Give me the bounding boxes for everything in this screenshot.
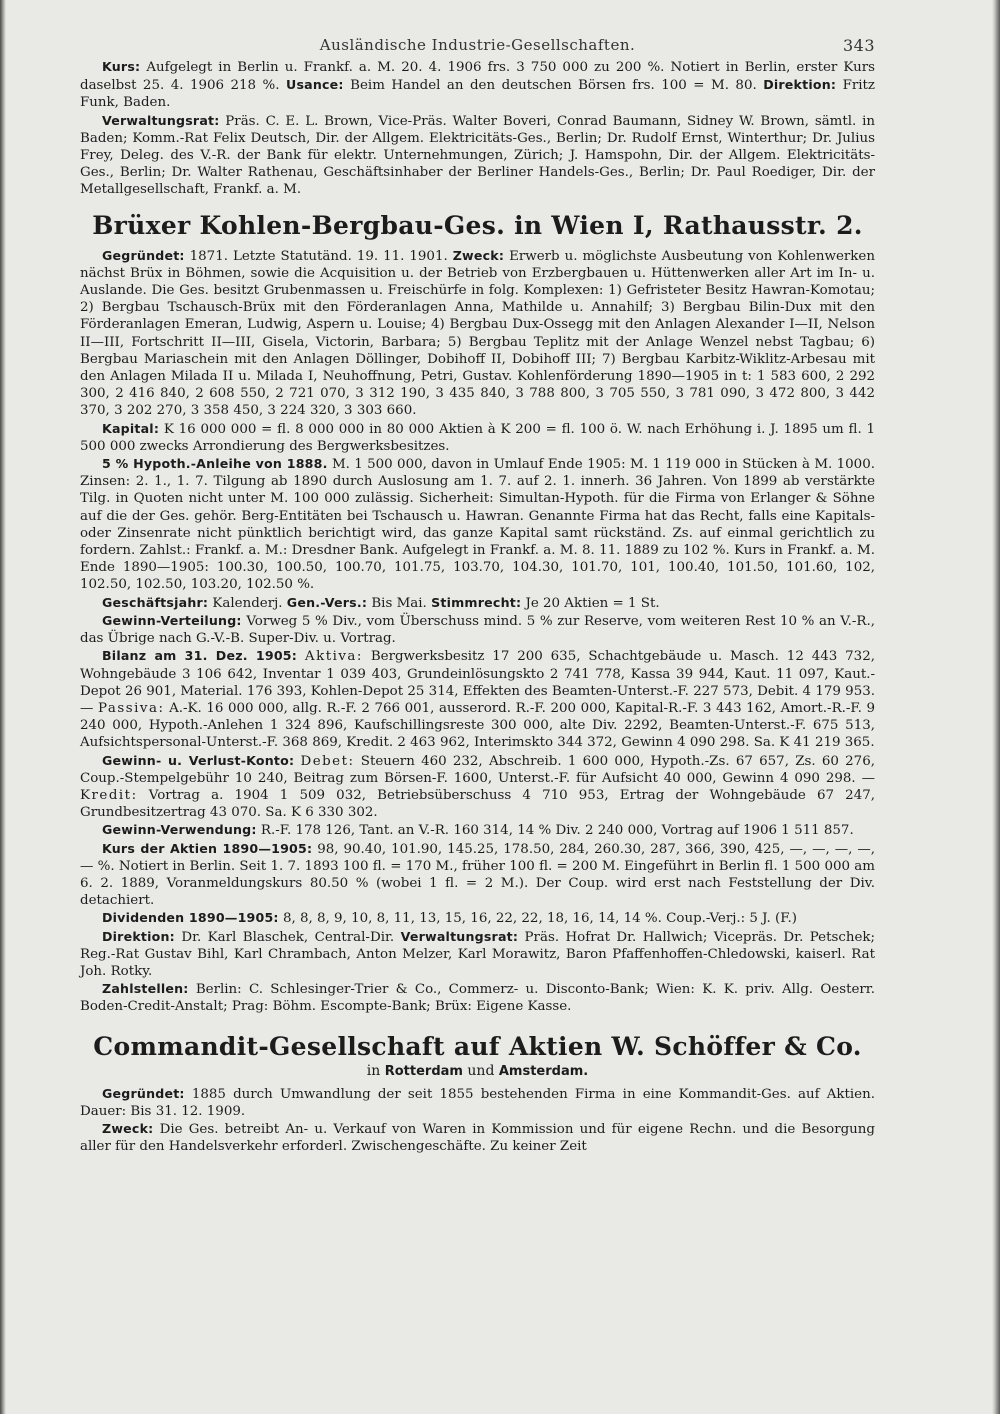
bilanz-aktiva-word: Aktiva: — [304, 649, 363, 665]
stimmrecht-label: Stimmrecht: — [431, 594, 522, 610]
intro-kurs-paragraph — [80, 58, 875, 112]
page-number: 343 — [842, 36, 875, 55]
company1-dividenden-paragraph — [80, 909, 875, 927]
anleihe-label: 5 % Hypoth.-Anleihe von 1888. — [102, 456, 328, 472]
scan-edge-left — [0, 0, 6, 1414]
kurs-label: Kurs: — [102, 59, 141, 74]
bilanz-aktiva-text: Bergwerksbesitz 17 200 635, Schachtgebäude u. Masch. 12 443 732, Wohngebäude 3 106 642, Inventar 1 039 403, Grundeinlösungskto 2 741 778, Kassa 39 944, Kaut. 11 097, Kaut.-Depot 26 901, Material. 176 393, Kohlen-Depot 25 314, Effekten des Beamten-Unterst.-F. 227 573, Debit. 4 179 953. — [80, 649, 875, 699]
intro-verwaltungsrat-label: Verwaltungsrat: — [102, 112, 220, 128]
company1-direktion-paragraph — [80, 928, 875, 981]
company1-guv-paragraph — [80, 752, 875, 822]
company1-gewinnverwendung-paragraph — [80, 821, 875, 839]
company2-subtitle — [80, 1062, 875, 1081]
gewinnverwendung-text: R.-F. 178 126, Tant. an V.-R. 160 314, 14 % Div. 2 240 000, Vortrag auf 1906 1 511 857. — [260, 823, 854, 839]
gewinnverteilung-label: Gewinn-Verteilung: — [102, 612, 242, 628]
subtitle-city1: Rotterdam — [384, 1063, 463, 1079]
direktion-label: Direktion: — [102, 928, 175, 944]
verwaltungsrat-text: Präs. Hofrat Dr. Hallwich; Vicepräs. Dr. Petschek; Reg.-Rat Gustav Bihl, Karl Chrambach, Anton Melzer, Karl Morawitz, Baron Pfaffenhoffen-Chledowski, kaiserl. Rat Joh. Rotky. — [80, 929, 876, 979]
bilanz-passiva-word: Passiva: — [97, 700, 165, 716]
gegruendet-label: Gegründet: — [102, 247, 185, 263]
zweck-label: Zweck: — [452, 247, 505, 263]
company2-gegruendet-label: Gegründet: — [102, 1085, 185, 1101]
geschaeftsjahr-text: Kalenderj. — [212, 595, 283, 611]
company1-anleihe-paragraph — [80, 455, 875, 594]
zahlstellen-label: Zahlstellen: — [102, 981, 189, 997]
kapital-label: Kapital: — [102, 420, 160, 436]
genvers-text: Bis Mai. — [371, 595, 427, 611]
running-head — [80, 36, 875, 58]
company1-bilanz-paragraph: Bilanz am 31. Dez. 1905: Aktiva: Bergwerksbesitz 17 200 635, Schachtgebäude u. Masch. 12 443 732, Wohngebäude 3 106 642, Inventar 1 039 403, Grundeinlösungskto 2 741 778, Kassa 39 944, Kaut. 11 097, Kaut.-Depot 26 901, Material. 176 393, Kohlen-Depot 25 314, Effekten des Beamten-Unterst.-F. 227 573, Debit. 4 179 953. — Passiva: A.-K. 16 000 000, allg. R.-F. 2 766 001, ausserord. R.-F. 200 000, Kapital-R.-F. 3 443 162, Amort.-R.-F. 9 240 000, Hypoth.-Anlehen 1 324 896, Kaufschillingsreste 300 000, alte Div. 2292, Beamten-Unterst.-F. 675 513, Aufsichtspersonal-Unterst.-F. 368 869, Kredit. 2 463 962, Interimskto 344 372, Gewinn 4 090 298. Sa. K 41 219 365. — [80, 648, 875, 751]
verwaltungsrat-label: Verwaltungsrat: — [400, 928, 519, 944]
usance-label: Usance: — [286, 77, 344, 93]
running-title: Ausländische Industrie-Gesellschaften. — [319, 36, 636, 54]
gegruendet-text: 1871. Letzte Statutänd. 19. 11. 1901. — [189, 248, 448, 264]
dividenden-text: 8, 8, 8, 9, 10, 8, 11, 13, 15, 16, 22, 22, 18, 16, 14, 14 %. Coup.-Verj.: 5 J. (F.) — [282, 911, 797, 927]
page-content — [80, 36, 875, 1155]
bilanz-label: Bilanz am 31. Dez. 1905: — [102, 648, 298, 664]
guv-debet-text: Steuern 460 232, Abschreib. 1 600 000, Hypoth.-Zs. 67 657, Zs. 60 276, Coup.-Stempelgebühr 10 240, Beitrag zum Börsen-F. 1600, Unterst.-F. für Aufsicht 40 000, Gewinn 4 090 298. — — [80, 753, 875, 786]
company2-title: Commandit-Gesellschaft auf Aktien W. Schöffer & Co. — [93, 1031, 862, 1061]
dividenden-label: Dividenden 1890—1905: — [102, 910, 279, 926]
intro-direktion-label: Direktion: — [763, 77, 837, 93]
company2-zweck-label: Zweck: — [102, 1120, 154, 1136]
subtitle-city2: Amsterdam. — [498, 1063, 589, 1079]
company2-gegruendet-paragraph — [80, 1085, 875, 1120]
scan-edge-right — [992, 0, 1000, 1414]
direktion-text: Dr. Karl Blaschek, Central-Dir. — [181, 929, 395, 945]
guv-debet-word: Debet: — [300, 753, 355, 769]
gewinnverteilung-text: Vorweg 5 % Div., vom Überschuss mind. 5 % zur Reserve, vom weiteren Rest 10 % an V.-R., das Übrige nach G.-V.-B. Super-Div. u. Vortrag. — [80, 613, 875, 647]
company1-gegruendet-paragraph — [80, 247, 875, 420]
kapital-text: K 16 000 000 = fl. 8 000 000 in 80 000 Aktien à K 200 = fl. 100 ö. W. nach Erhöhung i. J. 1895 um fl. 1 500 000 zwecks Arrondierung des Bergwerksbesitzes. — [80, 421, 875, 454]
company1-kurse-paragraph — [80, 840, 875, 910]
guv-kredit-word: Kredit: — [80, 787, 138, 803]
subtitle-und: und — [467, 1062, 495, 1079]
company1-title: Brüxer Kohlen-Bergbau-Ges. in Wien I, Rathausstr. 2. — [92, 210, 863, 240]
guv-kredit-text: Vortrag a. 1904 1 509 032, Betriebsüberschuss 4 710 953, Ertrag der Wohngebäude 67 247, Grundbesitzertrag 43 070. Sa. K 6 330 302. — [80, 787, 875, 821]
company2-zweck-text: Die Ges. betreibt An- u. Verkauf von Waren in Kommission und für eigene Rechn. und die Besorgung aller für den Handelsverkehr erforderl. Zwischengeschäfte. Zu keiner Zeit — [80, 1121, 875, 1155]
kurse-text: 98, 90.40, 101.90, 145.25, 178.50, 284, 260.30, 287, 366, 390, 425, —, —, —, —, — %. Notiert in Berlin. Seit 1. 7. 1893 100 fl. = 170 M., früher 100 fl. = 200 M. Eingeführt in Berlin fl. 1 500 000 am 6. 2. 1889, Voranmeldungskurs 80.50 % (wobei 1 fl. = 2 M.). Der Coup. wird erst nach Feststellung der Div. detachiert. — [80, 841, 875, 909]
intro-verwaltungsrat-paragraph — [80, 112, 875, 199]
gewinnverwendung-label: Gewinn-Verwendung: — [102, 822, 257, 838]
company2-zweck-paragraph — [80, 1120, 875, 1155]
zweck-text: Erwerb u. möglichste Ausbeutung von Kohlenwerken nächst Brüx in Böhmen, sowie die Acquisition u. der Betrieb von Erzbergbauen u. Hüttenwerken aller Art im In- u. Auslande. Die Ges. besitzt Grubenmassen u. Freischürfe in folg. Komplexen: 1) Gefristeter Besitz Hawran-Komotau; 2) Bergbau Tschausch-Brüx mit den Förderanlagen Anna, Mathilde u. Annahilf; 3) Bergbau Bilin-Dux mit den Förderanlagen Emeran, Ludwig, Aspern u. Louise; 4) Bergbau Dux-Ossegg mit den Anlagen Alexander I—II, Nelson II—III, Fortschritt II—III, Gisela, Victorin, Barbara; 5) Bergbau Teplitz mit der Anlage Wenzel nebst Tagbau; 6) Bergbau Mariaschein mit den Anlagen Döllinger, Dobihoff II, Dobihoff III; 7) Bergbau Karbitz-Wiklitz-Arbesau mit den Anlagen Milada II u. Milada I, Neuhoffnung, Petri, Gustav. Kohlenförderung 1890—1905 in t: 1 583 600, 2 292 300, 2 416 840, 2 608 550, 2 721 070, 3 312 190, 3 435 840, 3 788 800, 3 705 550, 3 781 090, 3 472 800, 3 442 370, 3 202 270, 3 358 450, 3 224 320, 3 303 660. — [80, 248, 875, 419]
genvers-label: Gen.-Vers.: — [286, 594, 368, 610]
anleihe-text: M. 1 500 000, davon in Umlauf Ende 1905: M. 1 119 000 in Stücken à M. 1000. Zinsen: 2. 1., 1. 7. Tilgung ab 1890 durch Auslosung am 1. 7. auf 2. 1. innerh. 36 Jahren. Von 1899 ab verstärkte Tilg. in Quoten nicht unter M. 100 000 zulässig. Sicherheit: Simultan-Hypoth. für die Firma von Erlanger & Söhne auf die der Ges. gehör. Berg-Entitäten bei Tschausch u. Hawran. Genannte Firma hat das Recht, falls eine Kapitals- oder Zinsenrate nicht pünktlich berichtigt wird, das ganze Kapital samt rückständ. Zs. auf einmal gerichtlich zu fordern. Zahlst.: Frankf. a. M.: Dresdner Bank. Aufgelegt in Frankf. a. M. 8. 11. 1889 zu 102 %. Kurs in Frankf. a. M. Ende 1890—1905: 100.30, 100.50, 100.70, 101.75, 103.70, 104.30, 101.70, 101, 100.40, 101.50, 101.60, 102, 102.50, 102.50, 103.20, 102.50 %. — [80, 457, 875, 593]
geschaeftsjahr-label: Geschäftsjahr: — [102, 594, 209, 610]
intro-direktion-text: Fritz Funk, Baden. — [80, 78, 875, 111]
company2-gegruendet-text: 1885 durch Umwandlung der seit 1855 bestehenden Firma in eine Kommandit-Ges. auf Aktien. Dauer: Bis 31. 12. 1909. — [80, 1086, 875, 1119]
company1-geschaeftsjahr-paragraph — [80, 594, 875, 612]
zahlstellen-text: Berlin: C. Schlesinger-Trier & Co., Commerz- u. Disconto-Bank; Wien: K. K. priv. Allg. Oesterr. Boden-Credit-Anstalt; Prag: Böhm. Escompte-Bank; Brüx: Eigene Kasse. — [80, 982, 875, 1015]
company1-gewinnverteilung-paragraph — [80, 612, 875, 647]
kurse-label: Kurs der Aktien 1890—1905: — [102, 840, 313, 856]
company1-zahlstellen-paragraph — [80, 980, 875, 1015]
company1-kapital-paragraph — [80, 420, 875, 455]
stimmrecht-text: Je 20 Aktien = 1 St. — [525, 595, 660, 611]
kurs-text: Aufgelegt in Berlin u. Frankf. a. M. 20. 4. 1906 frs. 3 750 000 zu 200 %. Notiert in Berlin, erster Kurs daselbst 25. 4. 1906 218 %. — [80, 60, 875, 94]
intro-verwaltungsrat-text: Präs. C. E. L. Brown, Vice-Präs. Walter Boveri, Conrad Baumann, Sidney W. Brown, sämtl. in Baden; Komm.-Rat Felix Deutsch, Dir. der Allgem. Elektricitäts-Ges., Berlin; Dr. Rudolf Ernst, Winterthur; Dr. Julius Frey, Deleg. des V.-R. der Bank für elektr. Unternehmungen, Zürich; J. Hamspohn, Dir. der Allgem. Elektricitäts-Ges., Berlin; Dr. Walter Rathenau, Geschäftsinhaber der Berliner Handels-Ges., Berlin; Dr. Paul Roediger, Dir. der Metallgesellschaft, Frankf. a. M. — [80, 113, 875, 198]
subtitle-in: in — [366, 1062, 381, 1079]
bilanz-passiva-text: A.-K. 16 000 000, allg. R.-F. 2 766 001, ausserord. R.-F. 200 000, Kapital-R.-F. 3 443 162, Amort.-R.-F. 9 240 000, Hypoth.-Anlehen 1 324 896, Kaufschillingsreste 300 000, alte Div. 2292, Beamten-Unterst.-F. 675 513, Aufsichtspersonal-Unterst.-F. 368 869, Kredit. 2 463 962, Interimskto 344 372, Gewinn 4 090 298. Sa. K 41 219 365. — [80, 700, 875, 751]
guv-label: Gewinn- u. Verlust-Konto: — [102, 752, 295, 768]
usance-text: Beim Handel an den deutschen Börsen frs. 100 = M. 80. — [350, 78, 757, 94]
